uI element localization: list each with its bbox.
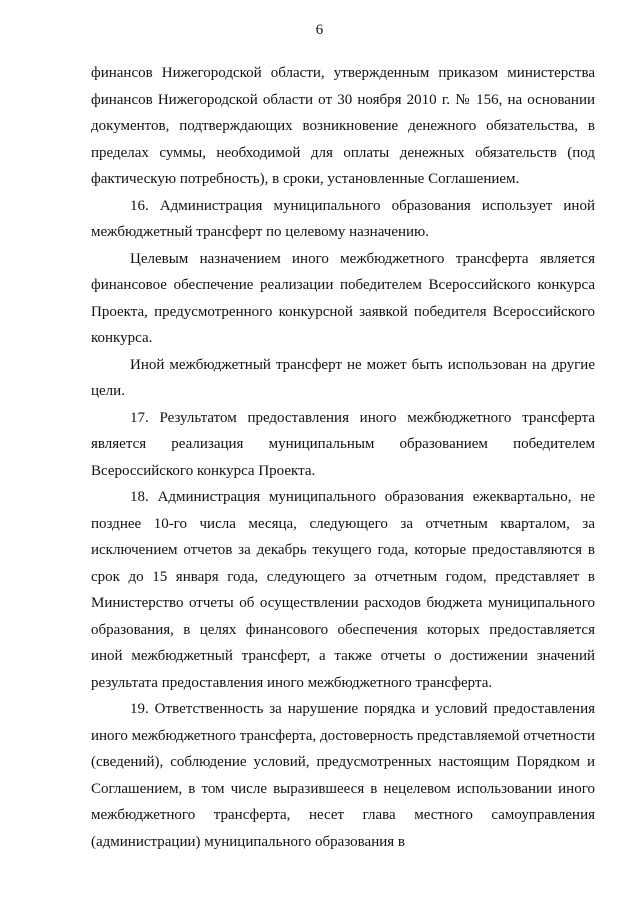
paragraph-continuation: финансов Нижегородской области, утвержденным приказом министерства финансов Нижегородской области от 30 ноября 2010 г. № 156, на основании документов, подтверждающих возникновение денежного обязательства, в пределах суммы, необходимой для оплаты денежных обязательств (под фактическую потребность), в сроки, установленные Соглашением. bbox=[91, 65, 595, 187]
paragraph-item-19: 19. Ответственность за нарушение порядка и условий предоставления иного межбюджетного трансферта, достоверность представляемой отчетности (сведений), соблюдение условий, предусмотренных настоящим Порядком и Соглашением, в том числе выразившееся в нецелевом использовании иного межбюджетного трансферта, несет глава местного самоуправления (администрации) муниципального образования в bbox=[91, 701, 595, 850]
paragraph-usage-restriction: Иной межбюджетный трансферт не может быть использован на другие цели. bbox=[91, 356, 595, 399]
page-number: 6 bbox=[315, 22, 324, 38]
document-body bbox=[91, 60, 595, 855]
paragraph-item-16: 16. Администрация муниципального образования использует иной межбюджетный трансферт по целевому назначению. bbox=[91, 197, 595, 240]
paragraph-item-18: 18. Администрация муниципального образования ежеквартально, не позднее 10-го числа месяца, следующего за отчетным кварталом, за исключением отчетов за декабрь текущего года, которые предоставляются в срок до 15 января года, следующего за отчетным годом, представляет в Министерство отчеты об осуществлении расходов бюджета муниципального образования, в целях финансового обеспечения которых предоставляется иной межбюджетный трансферт, а также отчеты о достижении значений результата предоставления иного межбюджетного трансферта. bbox=[91, 489, 595, 691]
paragraph-item-17: 17. Результатом предоставления иного межбюджетного трансферта является реализация муниципальным образованием победителем Всероссийского конкурса Проекта. bbox=[91, 409, 595, 479]
paragraph-target-purpose: Целевым назначением иного межбюджетного трансферта является финансовое обеспечение реализации победителем Всероссийского конкурса Проекта, предусмотренного конкурсной заявкой победителя Всероссийского конкурса. bbox=[91, 250, 595, 346]
